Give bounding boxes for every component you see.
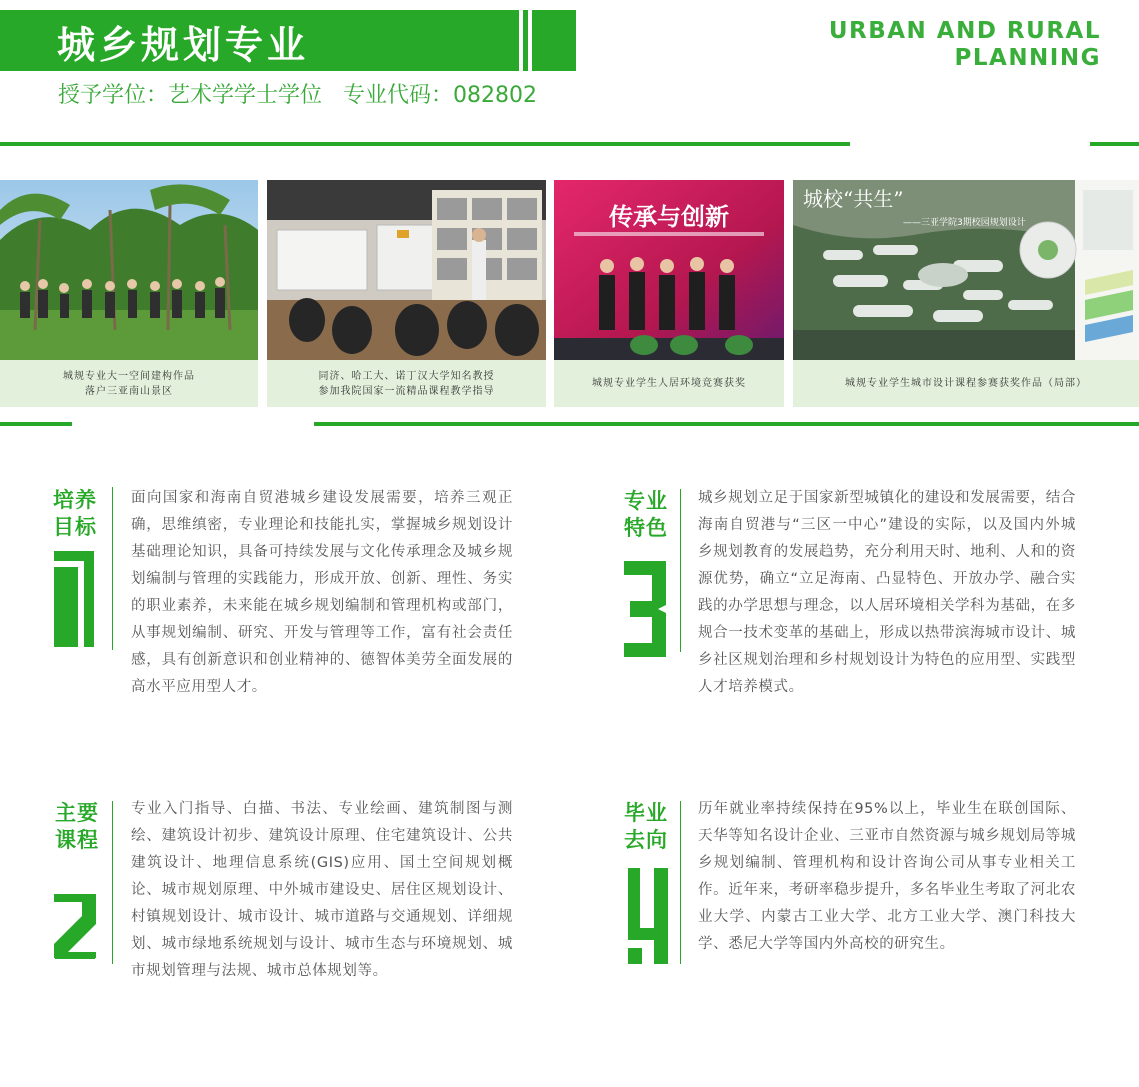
- section-label-features: [624, 488, 668, 542]
- section-label-goals: [53, 487, 97, 541]
- stage-banner-text: 传承与创新: [609, 202, 729, 231]
- award-stage-photo: [554, 180, 784, 360]
- section-divider: [112, 487, 113, 650]
- section-label-line2: 目标: [53, 515, 97, 539]
- number-4-icon: [628, 868, 670, 964]
- section-label-line1: 毕业: [624, 801, 668, 825]
- title-bar-stripe: [528, 10, 532, 71]
- plan-subtitle-text: ——三亚学院3期校园规划设计: [903, 218, 1026, 228]
- section-body-courses: 专业入门指导、白描、书法、专业绘画、建筑制图与测绘、建筑设计初步、建筑设计原理、住宅建筑设计、公共建筑设计、地理信息系统(GIS)应用、国土空间规划概论、城市规划原理、中外城市建设史、居住区规划设计、村镇规划设计、城市设计、城市道路与交通规划、详细规划、城市绿地系统规划与设计、城市生态与环境规划、城市规划管理与法规、城市总体规划等。: [131, 801, 513, 979]
- number-3-icon: [624, 561, 666, 657]
- photo-caption-line1: 城规专业学生城市设计课程参赛获奖作品（局部）: [845, 378, 1087, 389]
- section-label-courses: [55, 800, 99, 854]
- palm-park-photo: [0, 180, 258, 360]
- section-label-line2: 去向: [624, 828, 668, 852]
- section-divider: [112, 801, 113, 964]
- photo-card-1: [0, 180, 258, 407]
- section-label-line2: 课程: [55, 828, 99, 852]
- divider-top: [0, 142, 850, 146]
- classroom-photo: [267, 180, 546, 360]
- section-label-line2: 特色: [624, 516, 668, 540]
- campus-plan-photo: [793, 180, 1139, 360]
- photo-caption: [554, 360, 784, 407]
- divider-top-right: [1090, 142, 1139, 146]
- number-underline: [55, 957, 95, 959]
- title-bar-stripe: [519, 10, 523, 71]
- section-label-line1: 培养: [53, 488, 97, 512]
- photo-card-3: [554, 180, 784, 407]
- section-body-careers: 历年就业率持续保持在95%以上，毕业生在联创国际、天华等知名设计企业、三亚市自然资源与城乡规划局等城乡规划编制、管理机构和设计咨询公司从事专业相关工作。近年来，考研率稳步提升，多名毕业生考取了河北农业大学、内蒙古工业大学、北方工业大学、澳门科技大学、悉尼大学等国内外高校的研究生。: [698, 801, 1076, 952]
- photo-card-4: [793, 180, 1139, 407]
- photo-caption-line1: 城规专业学生人居环境竞赛获奖: [592, 378, 746, 389]
- section-label-careers: [624, 800, 668, 854]
- section-divider: [680, 489, 681, 652]
- plan-title-text: 城校“共生”: [803, 187, 904, 211]
- photo-caption: [0, 360, 258, 407]
- photo-caption: [267, 360, 546, 407]
- number-1-icon: [54, 551, 96, 647]
- divider-mid: [314, 422, 1139, 426]
- photo-card-2: [267, 180, 546, 407]
- section-body-goals: 面向国家和海南自贸港城乡建设发展需要，培养三观正确，思维缜密，专业理论和技能扎实，掌握城乡规划设计基础理论知识，具备可持续发展与文化传承理念及城乡规划编制与管理的实践能力，形成开放、创新、理性、务实的职业素养，未来能在城乡规划编制和管理机构或部门，从事规划编制、研究、开发与管理等工作，富有社会责任感，具有创新意识和创业精神的、德智体美劳全面发展的高水平应用型人才。: [131, 490, 513, 695]
- divider-mid-left: [0, 422, 72, 426]
- degree-subtitle: 授予学位：艺术学学士学位 专业代码：082802: [58, 83, 537, 108]
- section-label-line1: 专业: [624, 489, 668, 513]
- section-divider: [680, 801, 681, 964]
- english-title-line2: PLANNING: [954, 45, 1101, 71]
- photo-caption-line1: 同济、哈工大、诺丁汉大学知名教授: [318, 370, 495, 382]
- number-2-icon: [54, 878, 96, 974]
- photo-caption-line1: 城规专业大一空间建构作品: [63, 370, 195, 382]
- section-body-features: 城乡规划立足于国家新型城镇化的建设和发展需要，结合海南自贸港与“三区一中心”建设的实际，以及国内外城乡规划教育的发展趋势，充分利用天时、地利、人和的资源优势，确立“立足海南、凸显特色、开放办学、融合实践的办学思想与理念，以人居环境相关学科为基础，在多规合一技术变革的基础上，形成以热带滨海城市设计、城乡社区规划治理和乡村规划设计为特色的应用型、实践型人才培养模式。: [698, 490, 1076, 695]
- english-title-line1: URBAN AND RURAL: [828, 18, 1101, 44]
- english-title: [829, 18, 1101, 72]
- photo-caption-line2: 落户三亚南山景区: [85, 385, 173, 397]
- photo-caption-line2: 参加我院国家一流精品课程教学指导: [318, 385, 495, 397]
- page-title: 城乡规划专业: [57, 23, 310, 67]
- section-label-line1: 主要: [55, 801, 99, 825]
- photo-caption: [793, 360, 1139, 407]
